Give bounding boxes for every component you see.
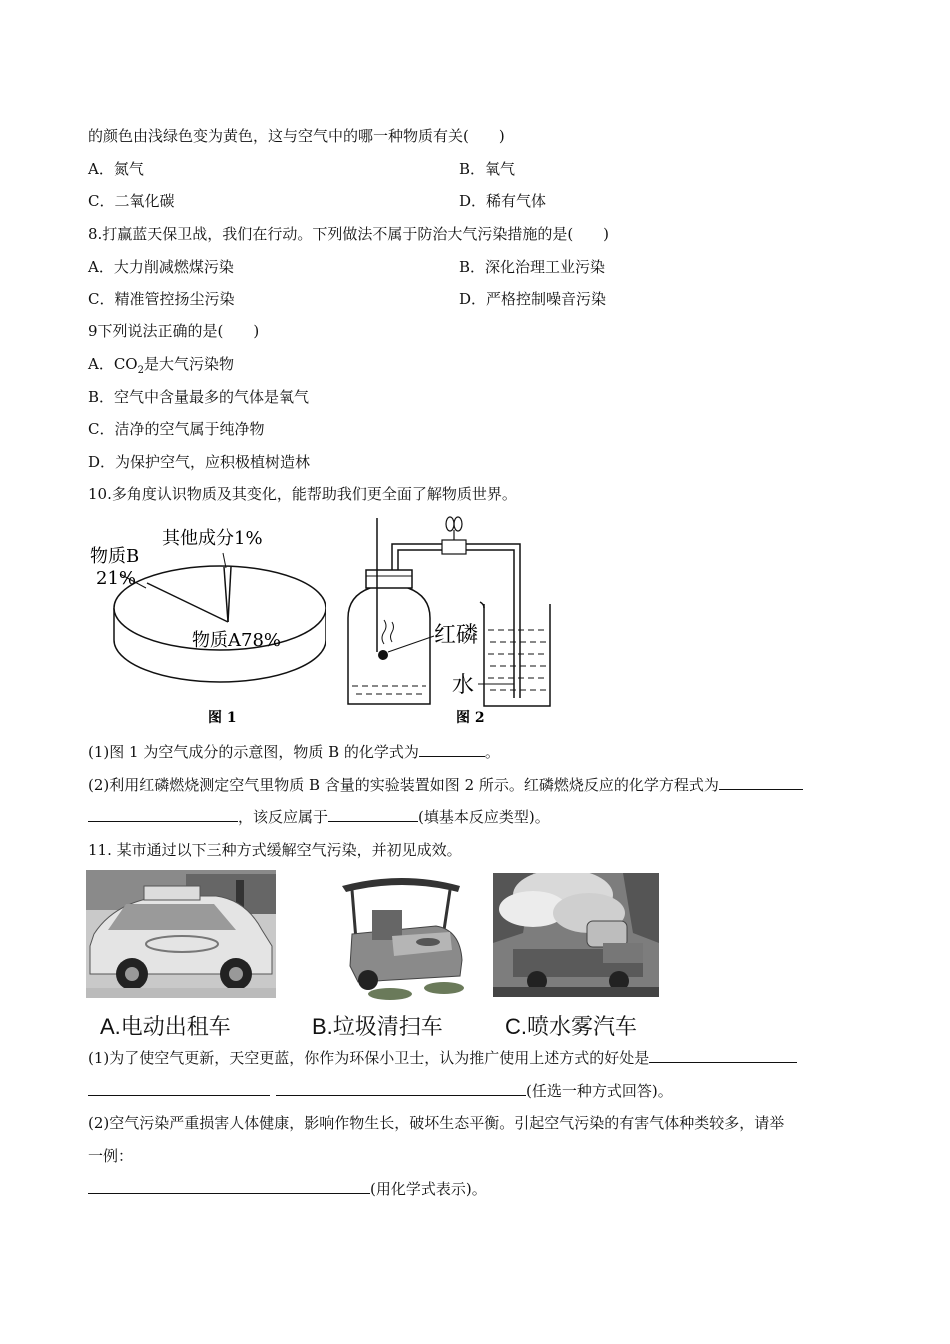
q7-option-b: B．氧气 [459, 160, 516, 178]
q9-stem: 9下列说法正确的是( ) [88, 322, 260, 340]
q11-part2-line3: (用化学式表示)。 [88, 1179, 487, 1199]
figure-1-caption: 图 1 [208, 710, 237, 726]
q10-part2: (2)利用红磷燃烧测定空气里物质 B 含量的实验装置如图 2 所示。红磷燃烧反应的化学方程式为 [88, 775, 803, 795]
leader-phosphorus [388, 636, 434, 652]
q7-stem: 的颜色由浅绿色变为黄色，这与空气中的哪一种物质有关( ) [88, 127, 505, 145]
q11-stem: 11. 某市通过以下三种方式缓解空气污染，并初见成效。 [88, 841, 462, 859]
answer-blank[interactable] [88, 1081, 270, 1096]
stopper [366, 570, 412, 588]
caption-photo-b: B.垃圾清扫车 [312, 1014, 443, 1039]
q8-stem: 8.打赢蓝天保卫战，我们在行动。下列做法不属于防治大气污染措施的是( ) [88, 225, 610, 243]
answer-blank[interactable] [649, 1048, 797, 1063]
photo-street-sweeper [332, 870, 472, 1004]
q9-option-a: A．$CO_2$是大气污染物 [88, 355, 234, 376]
label-a: 物质A78% [192, 630, 282, 651]
q11-part2: (2)空气污染严重损害人体健康，影响作物生长，破坏生态平衡。引起空气污染的有害气体种类较多，请举 [88, 1114, 785, 1132]
photo-electric-taxi [86, 870, 276, 998]
q9-option-b: B．空气中含量最多的气体是氧气 [88, 388, 310, 406]
q11-part1: (1)为了使空气更新，天空更蓝，你作为环保小卫士，认为推广使用上述方式的好处是 [88, 1048, 797, 1068]
q8-option-d: D．严格控制噪音污染 [459, 290, 607, 308]
q7-option-d: D．稀有气体 [459, 192, 547, 210]
q7-option-c: C．二氧化碳 [88, 192, 175, 210]
q8-option-a: A．大力削减燃煤污染 [88, 258, 234, 276]
q10-stem: 10.多角度认识物质及其变化，能帮助我们更全面了解物质世界。 [88, 485, 517, 503]
figure-1-pie-chart [86, 518, 326, 730]
q10-part2-cont: ，该反应属于 (填基本反应类型)。 [88, 807, 550, 827]
label-b-percent: 21% [96, 568, 137, 589]
answer-blank[interactable] [88, 807, 238, 822]
answer-blank[interactable] [328, 807, 418, 822]
beaker [484, 604, 550, 706]
label-b: 物质B [90, 546, 140, 567]
q9-option-d: D．为保护空气，应积极植树造林 [88, 453, 311, 471]
label-water: 水 [452, 673, 475, 698]
beaker-water [488, 630, 548, 690]
answer-blank[interactable] [719, 775, 803, 790]
smoke [382, 620, 386, 644]
answer-blank[interactable] [88, 1179, 370, 1194]
q8-option-c: C．精准管控扬尘污染 [88, 290, 235, 308]
q7-option-a: A．氮气 [88, 160, 144, 178]
q11-part1-cont: (任选一种方式回答)。 [88, 1081, 673, 1101]
label-red-phosphorus: 红磷 [434, 623, 479, 648]
q10-part1: (1)图 1 为空气成分的示意图，物质 B 的化学式为 。 [88, 743, 500, 761]
figure-2-caption: 图 2 [456, 710, 485, 726]
q9-option-c: C．洁净的空气属于纯净物 [88, 420, 265, 438]
answer-blank[interactable] [276, 1081, 526, 1096]
q8-option-b: B．深化治理工业污染 [459, 258, 606, 276]
figure-2-apparatus [344, 514, 554, 730]
photo-water-mist-truck [493, 873, 659, 997]
q11-part2-line2: 一例： [88, 1147, 134, 1165]
clamp [442, 540, 466, 554]
answer-blank[interactable] [419, 742, 485, 757]
caption-photo-a: A.电动出租车 [100, 1014, 231, 1039]
label-other: 其他成分1% [162, 528, 263, 549]
caption-photo-c: C.喷水雾汽车 [505, 1014, 638, 1039]
red-phosphorus [378, 650, 388, 660]
